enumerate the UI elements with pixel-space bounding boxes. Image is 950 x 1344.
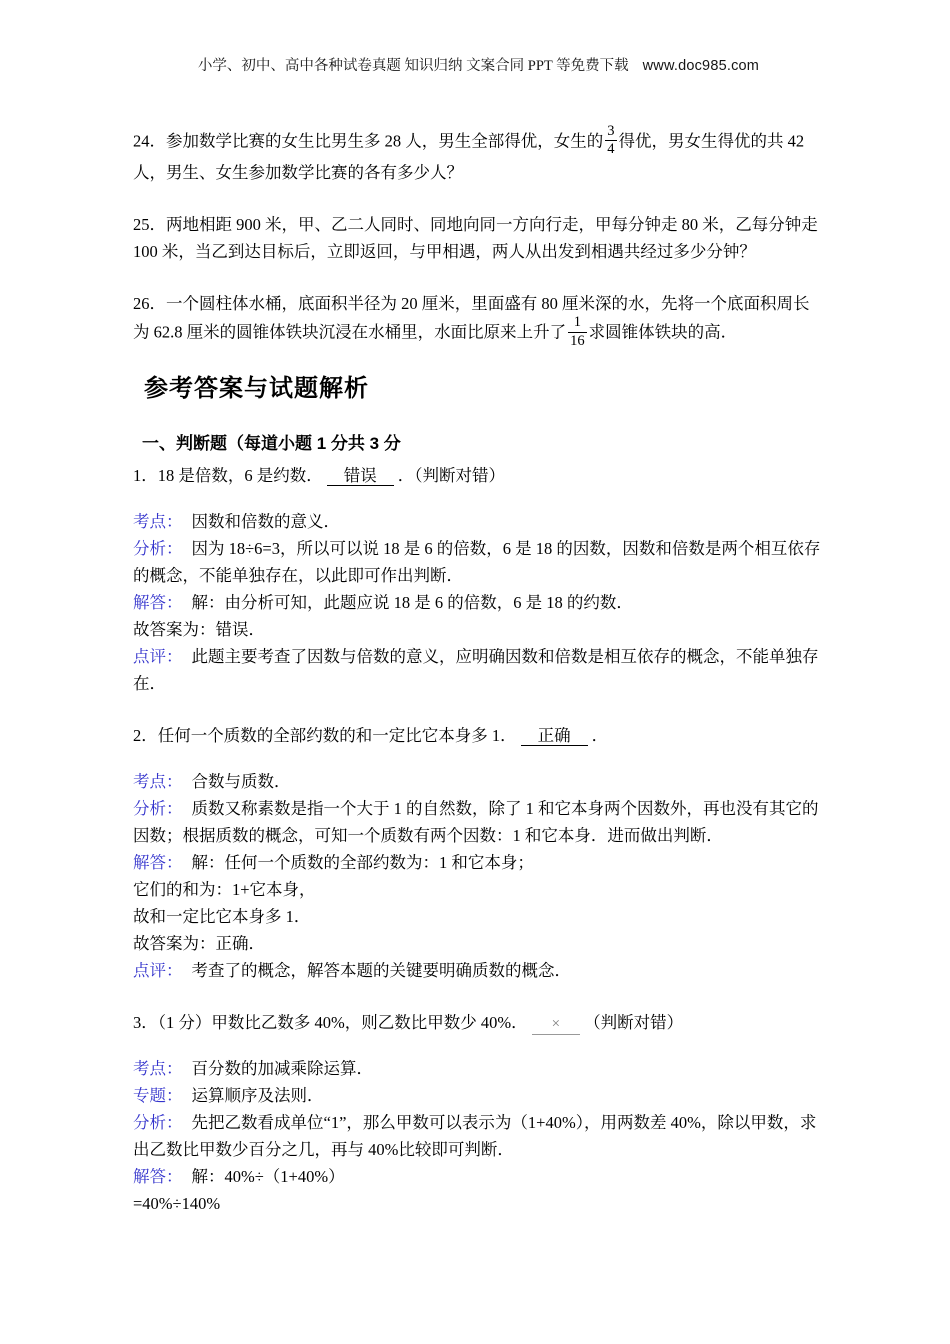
question-24-text-before: 24．参加数学比赛的女生比男生多 28 人，男生全部得优，女生的: [133, 131, 604, 151]
kaodian-label: 考点：: [133, 1058, 183, 1078]
q1-kaodian-text: 因数和倍数的意义．: [191, 511, 340, 531]
question-26-text-before: 26．一个圆柱体水桶，底面积半径为 20 厘米，里面盛有 80 厘米深的水，先将一个底面积周长为 62.8 厘米的圆锥体铁块沉浸在水桶里，水面比原来上升了: [133, 294, 810, 342]
question-25: [133, 211, 824, 265]
q2-work-line: 它们的和为：1+它本身，: [133, 879, 316, 899]
q1-fenxi-row: [133, 535, 824, 589]
q1-jieda-text: 解：由分析可知，此题应说 18 是 6 的倍数，6 是 18 的约数．: [191, 592, 633, 612]
q3-kaodian-row: [133, 1055, 824, 1082]
fraction-numerator: 1: [568, 315, 587, 332]
q3-answer-blank: ×: [532, 1015, 580, 1035]
zhuanti-label: 专题：: [133, 1085, 183, 1105]
fraction-three-fourths: [605, 124, 616, 157]
q3-jieda-text: 解：40%÷（1+40%）: [191, 1166, 345, 1186]
q2-stem-after: ．: [591, 725, 609, 745]
q2-answer-blank: 正确: [521, 726, 588, 746]
q2-jieda-text: 解：任何一个质数的全部约数为：1 和它本身；: [191, 852, 534, 872]
q3-fenxi-row: [133, 1109, 824, 1163]
site-header: [133, 56, 824, 76]
q3-kaodian-text: 百分数的加减乘除运算．: [191, 1058, 373, 1078]
question-24: [133, 123, 824, 186]
q1-stem: [133, 462, 824, 489]
section-heading-judgment: 一、判断题（每道小题 1 分共 3 分: [142, 433, 401, 453]
q3-jieda-row: [133, 1163, 824, 1190]
q1-dianping-row: [133, 643, 824, 697]
site-header-text: 小学、初中、高中各种试卷真题 知识归纳 文案合同 PPT 等免费下载: [197, 58, 629, 74]
q1-dianping-text: 此题主要考查了因数与倍数的意义，应明确因数和倍数是相互依存的概念，不能单独存在．: [133, 646, 819, 693]
q2-dianping-text: 考查了的概念，解答本题的关键要明确质数的概念．: [191, 960, 571, 980]
q1-jieda-row: [133, 589, 824, 616]
fraction-numerator: 3: [605, 124, 616, 141]
q1-stem-after: ．（判断对错）: [397, 465, 505, 485]
site-url: www.doc985.com: [642, 58, 760, 74]
question-25-text: 25．两地相距 900 米，甲、乙二人同时、同地向同一方向行走，甲每分钟走 80 米，乙每分钟走 100 米，当乙到达目标后，立即返回，与甲相遇，两人从出发到相遇共经过多少分钟？: [133, 215, 818, 262]
question-26-text-after: 求圆锥体铁块的高．: [588, 322, 738, 342]
q3-stem: [133, 1009, 824, 1036]
q3-fenxi-text: 先把乙数看成单位“1”，那么甲数可以表示为（1+40%），用两数差 40%，除以甲数，求出乙数比甲数少百分之几，再与 40%比较即可判断．: [133, 1112, 817, 1159]
question-26: [133, 290, 824, 350]
q3-stem-before: 3．（1 分）甲数比乙数多 40%，则乙数比甲数少 40%．: [133, 1012, 528, 1032]
q2-jieda-row: [133, 849, 824, 876]
q2-work-line: 故和一定比它本身多 1．: [133, 906, 311, 926]
fenxi-label: 分析：: [133, 538, 183, 558]
q2-fenxi-text: 质数又称素数是指一个大于 1 的自然数，除了 1 和它本身两个因数外，再也没有其它的因数；根据质数的概念，可知一个质数有两个因数：1 和它本身．进而做出判断．: [133, 798, 819, 845]
fraction-one-sixteenth: [568, 315, 587, 348]
q3-stem-after: （判断对错）: [584, 1012, 684, 1032]
kaodian-label: 考点：: [133, 771, 183, 791]
q2-stem-before: 2．任何一个质数的全部约数的和一定比它本身多 1．: [133, 725, 517, 745]
fraction-denominator: 16: [570, 332, 585, 349]
dianping-label: 点评：: [133, 646, 183, 666]
q1-note-line: 故答案为：错误．: [133, 619, 265, 639]
q3-zhuanti-row: [133, 1082, 824, 1109]
fenxi-label: 分析：: [133, 798, 183, 818]
jieda-label: 解答：: [133, 852, 183, 872]
q3-work-line: =40%÷140%: [133, 1193, 221, 1213]
kaodian-label: 考点：: [133, 511, 183, 531]
q2-stem: [133, 722, 824, 749]
jieda-label: 解答：: [133, 1166, 183, 1186]
fenxi-label: 分析：: [133, 1112, 183, 1132]
q2-work-line: 故答案为：正确．: [133, 933, 265, 953]
answer-key-title: 参考答案与试题解析: [144, 374, 369, 402]
fraction-denominator: 4: [607, 141, 615, 158]
q2-dianping-row: [133, 957, 824, 984]
q3-zhuanti-text: 运算顺序及法则．: [191, 1085, 324, 1105]
dianping-label: 点评：: [133, 960, 183, 980]
q1-fenxi-text: 因为 18÷6=3，所以可以说 18 是 6 的倍数，6 是 18 的因数，因数和倍数是两个相互依存的概念，不能单独存在，以此即可作出判断．: [133, 538, 821, 585]
q1-stem-before: 1．18 是倍数，6 是约数．: [133, 465, 323, 485]
question-24-text-after: 得优，男女生得优的共 42 人，男生、女生参加数学比赛的各有多少人？: [133, 131, 805, 183]
q2-kaodian-row: [133, 768, 824, 795]
jieda-label: 解答：: [133, 592, 183, 612]
q2-fenxi-row: [133, 795, 824, 849]
q2-kaodian-text: 合数与质数．: [191, 771, 291, 791]
q1-kaodian-row: [133, 508, 824, 535]
q1-answer-blank: 错误: [327, 466, 394, 486]
